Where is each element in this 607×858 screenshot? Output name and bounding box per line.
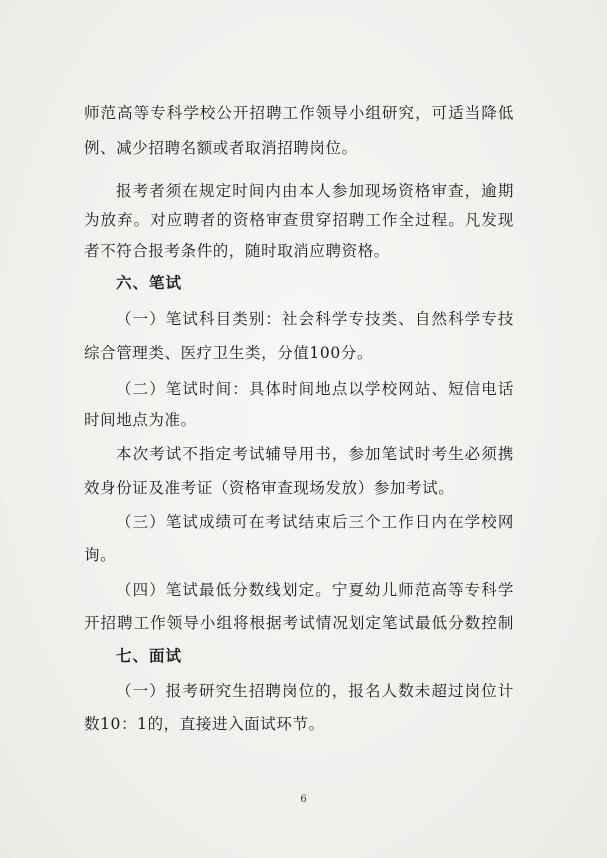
paragraph-line: 者不符合报考条件的，随时取消应聘资格。: [84, 242, 390, 260]
paragraph-line: 例、减少招聘名额或者取消招聘岗位。: [84, 139, 358, 157]
paragraph-line: （一）报考研究生招聘岗位的，报名人数未超过岗位计: [116, 682, 514, 700]
paragraph-line: 综合管理类、医疗卫生类，分值100分。: [84, 344, 373, 362]
paragraph-line: （二）笔试时间：具体时间地点以学校网站、短信电话: [116, 380, 514, 398]
paragraph-line: （四）笔试最低分数线划定。宁夏幼儿师范高等专科学: [116, 581, 514, 599]
paragraph-line: 本次考试不指定考试辅导用书，参加笔试时考生必须携: [116, 445, 514, 463]
paragraph-line: 开招聘工作领导小组将根据考试情况划定笔试最低分数控制: [84, 614, 514, 632]
paragraph-line: （一）笔试科目类别：社会科学专技类、自然科学专技: [116, 310, 514, 328]
paragraph-line: 为放弃。对应聘者的资格审查贯穿招聘工作全过程。凡发现: [84, 211, 514, 229]
paragraph-line: 效身份证及准考证（资格审查现场发放）参加考试。: [84, 479, 455, 497]
paragraph-line: 询。: [84, 546, 117, 564]
section-heading: 七、面试: [116, 647, 183, 665]
paragraph-line: 时间地点为准。: [84, 411, 197, 429]
paragraph-line: 数10：1的，直接进入面试环节。: [84, 715, 325, 733]
paragraph-line: 报考者须在规定时间内由本人参加现场资格审查，逾期: [116, 182, 514, 200]
paragraph-line: （三）笔试成绩可在考试结束后三个工作日内在学校网: [116, 513, 514, 531]
section-heading: 六、笔试: [116, 274, 183, 292]
paragraph-line: 师范高等专科学校公开招聘工作领导小组研究，可适当降低: [84, 104, 514, 122]
page-number: 6: [300, 794, 307, 805]
